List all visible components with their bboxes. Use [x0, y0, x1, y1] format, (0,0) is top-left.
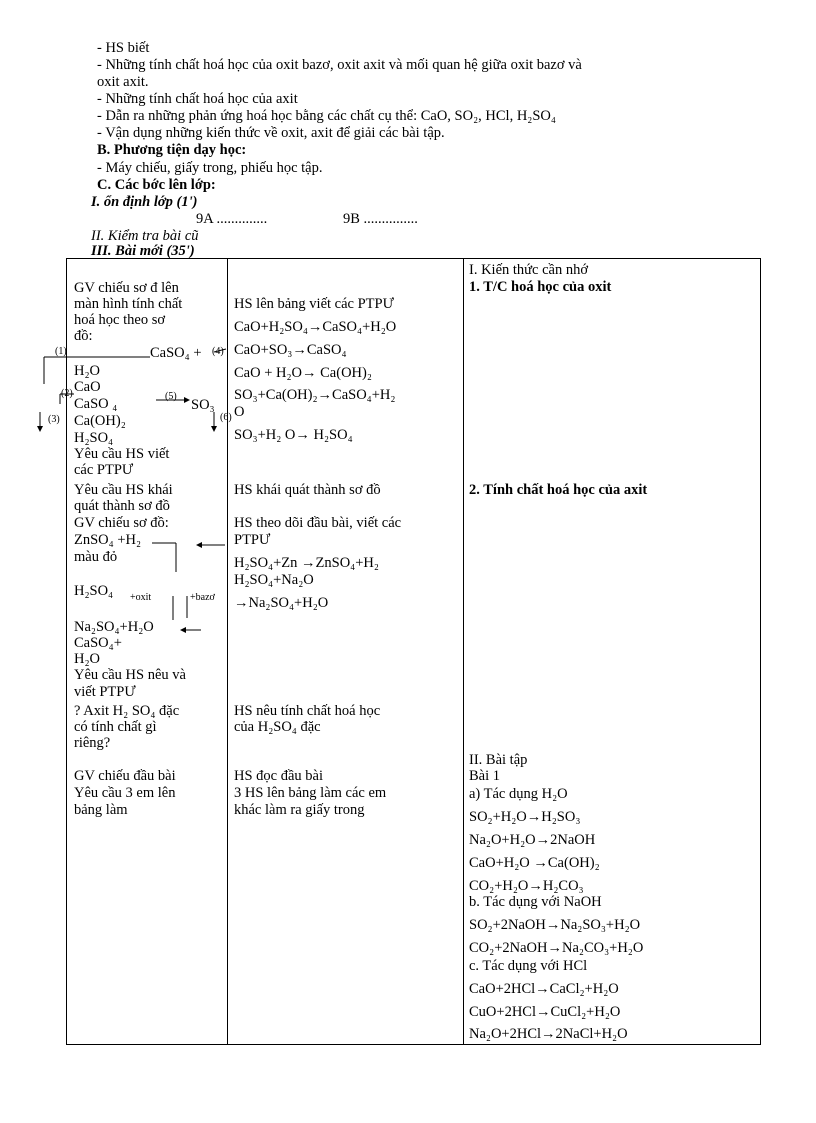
intro-line: - Vận dụng những kiến thức về oxit, axit để giải các bài tập.: [97, 125, 445, 141]
col2-equation: CaO+SO₃→CaSO₄: [234, 342, 347, 358]
class-9b: 9B ...............: [343, 211, 418, 227]
col1-text: Yêu cầu HS nêu và: [74, 667, 186, 683]
col1-text: có tính chất gì: [74, 719, 157, 735]
col3-text: a) Tác dụng H₂O: [469, 786, 568, 802]
col2-text: khác làm ra giấy trong: [234, 802, 365, 818]
col1-text: các PTPƯ: [74, 462, 134, 478]
col1-text: bảng làm: [74, 802, 128, 818]
col1-text: GV chiếu đầu bài: [74, 768, 176, 784]
col3-text: b. Tác dụng với NaOH: [469, 894, 602, 910]
col2-text: HS khái quát thành sơ đồ: [234, 482, 381, 498]
col1-text: ? Axit H₂ SO₄ đặc: [74, 703, 180, 719]
col2-text: HS đọc đầu bài: [234, 768, 323, 784]
col3-text: Bài 1: [469, 768, 501, 784]
intro-line: oxit axit.: [97, 74, 149, 90]
col1-text: viết PTPƯ: [74, 684, 136, 700]
col2-text: 3 HS lên bảng làm các em: [234, 785, 387, 801]
subheading-kiem-tra: II. Kiểm tra bài cũ: [91, 228, 199, 244]
diagram-h2o: H₂O: [74, 363, 100, 379]
col2-equation: CaO + H₂O→ Ca(OH)₂: [234, 365, 372, 381]
intro-line: - Những tính chất hoá học của axit: [97, 91, 298, 107]
intro-line: - Những tính chất hoá học của oxit bazơ, oxit axit và mối quan hệ giữa oxit bazơ và: [97, 57, 582, 73]
col1-text: hoá học theo sơ: [74, 312, 166, 328]
col2-equation: H₂SO₄+Zn →ZnSO₄+H₂: [234, 555, 379, 571]
diagram-label-4: (4): [212, 346, 224, 357]
diagram2-h2so4: H₂SO₄: [74, 583, 114, 599]
col1-text: Yêu cầu HS khái: [74, 482, 173, 498]
diagram-caso4: CaSO ₄: [74, 396, 118, 412]
diagram2-text: H₂O: [74, 651, 100, 667]
col1-text: quát thành sơ đồ: [74, 498, 170, 514]
col3-equation: Na₂O+H₂O→2NaOH: [469, 832, 596, 848]
col3-equation: CaO+H₂O →Ca(OH)₂: [469, 855, 600, 871]
col3-equation: SO₂+H₂O→H₂SO₃: [469, 809, 581, 825]
col2-text: HS theo dõi đầu bài, viết các: [234, 515, 402, 531]
col2-text: của H₂SO₄ đặc: [234, 719, 321, 735]
col3-equation: CO₂+2NaOH→Na₂CO₃+H₂O: [469, 940, 644, 956]
col1-text: màn hình tính chất: [74, 296, 183, 312]
col3-equation: CuO+2HCl→CuCl₂+H₂O: [469, 1004, 621, 1020]
col2-text: HS nêu tính chất hoá học: [234, 703, 381, 719]
col3-heading: I. Kiến thức cần nhớ: [469, 262, 589, 278]
intro-line: - HS biết: [97, 40, 150, 56]
col3-equation: SO₂+2NaOH→Na₂SO₃+H₂O: [469, 917, 641, 933]
col2-equation: →Na₂SO₄+H₂O: [234, 595, 329, 611]
diagram-label-3: (3): [48, 414, 60, 425]
diagram-caoh2: Ca(OH)₂: [74, 413, 126, 429]
diagram2-text: Na₂SO₄+H₂O: [74, 619, 154, 635]
col3-text: c. Tác dụng với HCl: [469, 958, 588, 974]
col1-text: GV chiếu sơ đồ:: [74, 515, 169, 531]
diagram-2-arrows: [152, 543, 225, 630]
diagram-h2so4: H₂SO₄: [74, 430, 114, 446]
diagram-label-5: (5): [165, 391, 177, 402]
diagram-label-1: (1): [55, 346, 67, 357]
col2-text: PTPƯ: [234, 532, 271, 548]
diagram2-text: màu đỏ: [74, 549, 118, 565]
diagram-cao: CaO: [74, 379, 101, 395]
col1-text: riêng?: [74, 735, 111, 751]
col2-equation: SO₃+H₂ O→ H₂SO₄: [234, 427, 353, 443]
col1-text: Yêu cầu 3 em lên: [74, 785, 176, 801]
col3-equation: Na₂O+2HCl→2NaCl+H₂O: [469, 1026, 628, 1042]
class-9a: 9A ..............: [196, 211, 268, 227]
col3-heading-bai-tap: II. Bài tập: [469, 752, 528, 768]
section-c-heading: C. Các bớc lên lớp:: [97, 177, 216, 193]
section-b-heading: B. Phương tiện dạy học:: [97, 142, 247, 158]
col2-text: HS lên bảng viết các PTPƯ: [234, 296, 394, 312]
diagram-so3: SO₃: [191, 397, 215, 413]
col2-equation: H₂SO₄+Na₂O: [234, 572, 314, 588]
subheading-bai-moi: III. Bài mới (35'): [91, 243, 195, 259]
section-b-line: - Máy chiếu, giấy trong, phiếu học tập.: [97, 160, 323, 176]
diagram2-bazo: +bazơ: [190, 592, 215, 603]
col3-heading-oxit: 1. T/C hoá học của oxit: [469, 279, 612, 295]
diagram-label-2: (2): [61, 388, 73, 399]
intro-line: - Dẫn ra những phản ứng hoá học bằng các chất cụ thể: CaO, SO₂, HCl, H₂SO₄: [97, 108, 556, 124]
diagram2-oxit: +oxit: [130, 592, 152, 603]
col1-text: đồ:: [74, 328, 93, 344]
col3-equation: CO₂+H₂O→H₂CO₃: [469, 878, 584, 894]
col2-equation: O: [234, 404, 245, 420]
diagram2-text: ZnSO₄ +H₂: [74, 532, 142, 548]
col2-equation: CaO+H₂SO₄→CaSO₄+H₂O: [234, 319, 397, 335]
subheading-on-dinh-lop: I. ổn định lớp (1'): [91, 194, 198, 210]
diagram-label-6: (6): [220, 412, 232, 423]
col1-text: GV chiếu sơ đ lên: [74, 280, 179, 296]
col3-heading-axit: 2. Tính chất hoá học của axit: [469, 482, 648, 498]
col2-equation: SO₃+Ca(OH)₂→CaSO₄+H₂: [234, 387, 396, 403]
col3-equation: CaO+2HCl→CaCl₂+H₂O: [469, 981, 619, 997]
diagram-caso4-top: CaSO₄ +: [150, 345, 202, 361]
col1-text: Yêu cầu HS viết: [74, 446, 170, 462]
diagram2-text: CaSO₄+: [74, 635, 122, 651]
